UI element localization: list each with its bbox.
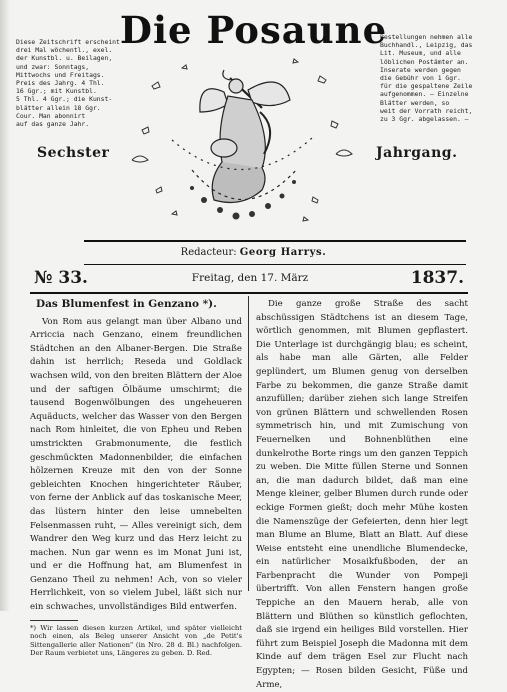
orders-note: Bestellungen nehmen alle Buchhandl., Leipzig, das Lit. Museum, und alle löblichen Postämter an. Inserate werden gegen die Gebühr von 1 Ggr. für die gespaltene Zeile aufgenommen. — Einzelne Blätter werden, so weit der Vorrath reicht, zu 3 Ggr. abgelassen. —	[380, 33, 473, 124]
editor-name: Georg Harrys.	[239, 247, 327, 258]
masthead-title: Die Posaune	[119, 8, 388, 52]
column-divider	[248, 296, 249, 591]
subscription-note: Diese Zeitschrift erscheint drei Mal wöchentl., exel. der Kunstbl. u. Beilagen, und zwar: Sonntags, Mittwochs und Freitags. Preis des Jahrg. 4 Thl. 16 Ggr.; mit Kunstbl. 5 Thl. 4 Ggr.; die Kunst- blätter allein 18 Ggr. Cour. Man abonnirt auf das ganze Jahr.	[16, 38, 120, 129]
article-paragraph-2: Die ganze große Straße des sacht abschüssigen Städtchens ist an diesem Tage, wörtlich genommen, mit Blumen gepflastert. Die Unterlage ist durchgängig blau; es scheint, als habe man alle Gärten, alle Felder geplündert, um Blumen genug von derselben Farbe zu bekommen, die ganze Straße damit anzufüllen; darüber ziehen sich lange Streifen von grünen Blättern und schwellenden Rosen symmetrisch hin, und mit Zumischung von Feuernelken und Bohnenblüthen eine dunkelrothe Borte rings um den ganzen Teppich zu weben. Die Mitte füllen Sterne und Sonnen an, die man dadurch bildet, daß man eine Menge kleiner, gelber Blumen durch runde oder eckige Formen gießt; doch mehr Mühe kosten die Namenszüge der Gefeierten, denn hier legt man Blume an Blume, Blatt an Blatt. Auf diese Weise entsteht eine unendliche Blumendecke, ein natürlicher Mosaikfußboden, der an Farbenpracht die Wunder von Pompeji übertrifft. Von allen Fenstern hangen große Teppiche an den Mauern herab, alle von Blättern und Blüthen so künstlich geflochten, daß sie irgend ein heiliges Bild vorstellen. Hier führt zum Beispiel Joseph die Madonna mit dem Kinde auf dem trägen Esel zur Flucht nach Egypten; — Rosen bilden Gesicht, Füße und Arme,	[256, 299, 468, 690]
allegorical-figure-vignette	[112, 50, 372, 235]
issue-year: 1837.	[410, 268, 464, 288]
footnote: *) Wir lassen diesen kurzen Artikel, und später vielleicht noch einen, als Beleg unserer Ansicht von „de Petit's Sittengallerie aller Nationen" (in Nro. 28 d. Bl.) nachfolgen. Der Raum verbietet uns, Längeres zu geben. D. Red.	[30, 623, 242, 658]
masthead-rule-top	[84, 240, 466, 242]
editor-label: Redacteur:	[180, 247, 237, 258]
masthead-rule-bottom	[84, 264, 466, 265]
page-edge-shadow	[0, 0, 10, 611]
article-paragraph-1: Von Rom aus gelangt man über Albano und Arriccia nach Genzano, einem freundlichen Städtchen an den Albaner-Bergen. Die Straße dahin ist herrlich; Reseda und Goldlack wachsen wild, von den breiten Blättern der Aloe und der saftigen Ölbäume umschirmt; die tausend Bogenwölbungen des ungeheueren Aquäducts, welcher das Wasser von den Bergen nach Rom hinleitet, die von Epheu und Reben umstrickten Grabmonumente, die festlich geschmückten Madonnenbilder, die einfachen hölzernen Kreuze mit den von der Sonne gebleichten Knochen hingerichteter Räuber, von ferne der Anblick auf das toskanische Meer, das lüstern hinter den leise umnebelten Felsenmassen ruht, — Alles vereinigt sich, dem Wandrer den Weg kurz und das Herz leicht zu machen. Nun gar wenn es im Monat Juni ist, und er die Hoffnung hat, am Blumenfest in Genzano Theil zu nehmen! Ach, von so vieler Herrlichkeit, von so vielem Jubel, läßt sich nur ein schwaches, unvollständiges Bild entwerfen.	[30, 316, 242, 613]
right-column	[256, 298, 468, 692]
article-title: Das Blumenfest in Genzano *).	[36, 298, 217, 310]
issue-rule	[30, 292, 468, 294]
volume-label: Sechster	[37, 145, 110, 161]
issue-bar	[30, 268, 470, 290]
year-label: Jahrgang.	[376, 145, 458, 161]
editor-line	[0, 247, 507, 258]
issue-number: № 33.	[34, 268, 88, 288]
issue-date: Freitag, den 17. März	[191, 272, 309, 284]
footnote-rule	[30, 620, 78, 621]
left-column	[30, 298, 242, 658]
